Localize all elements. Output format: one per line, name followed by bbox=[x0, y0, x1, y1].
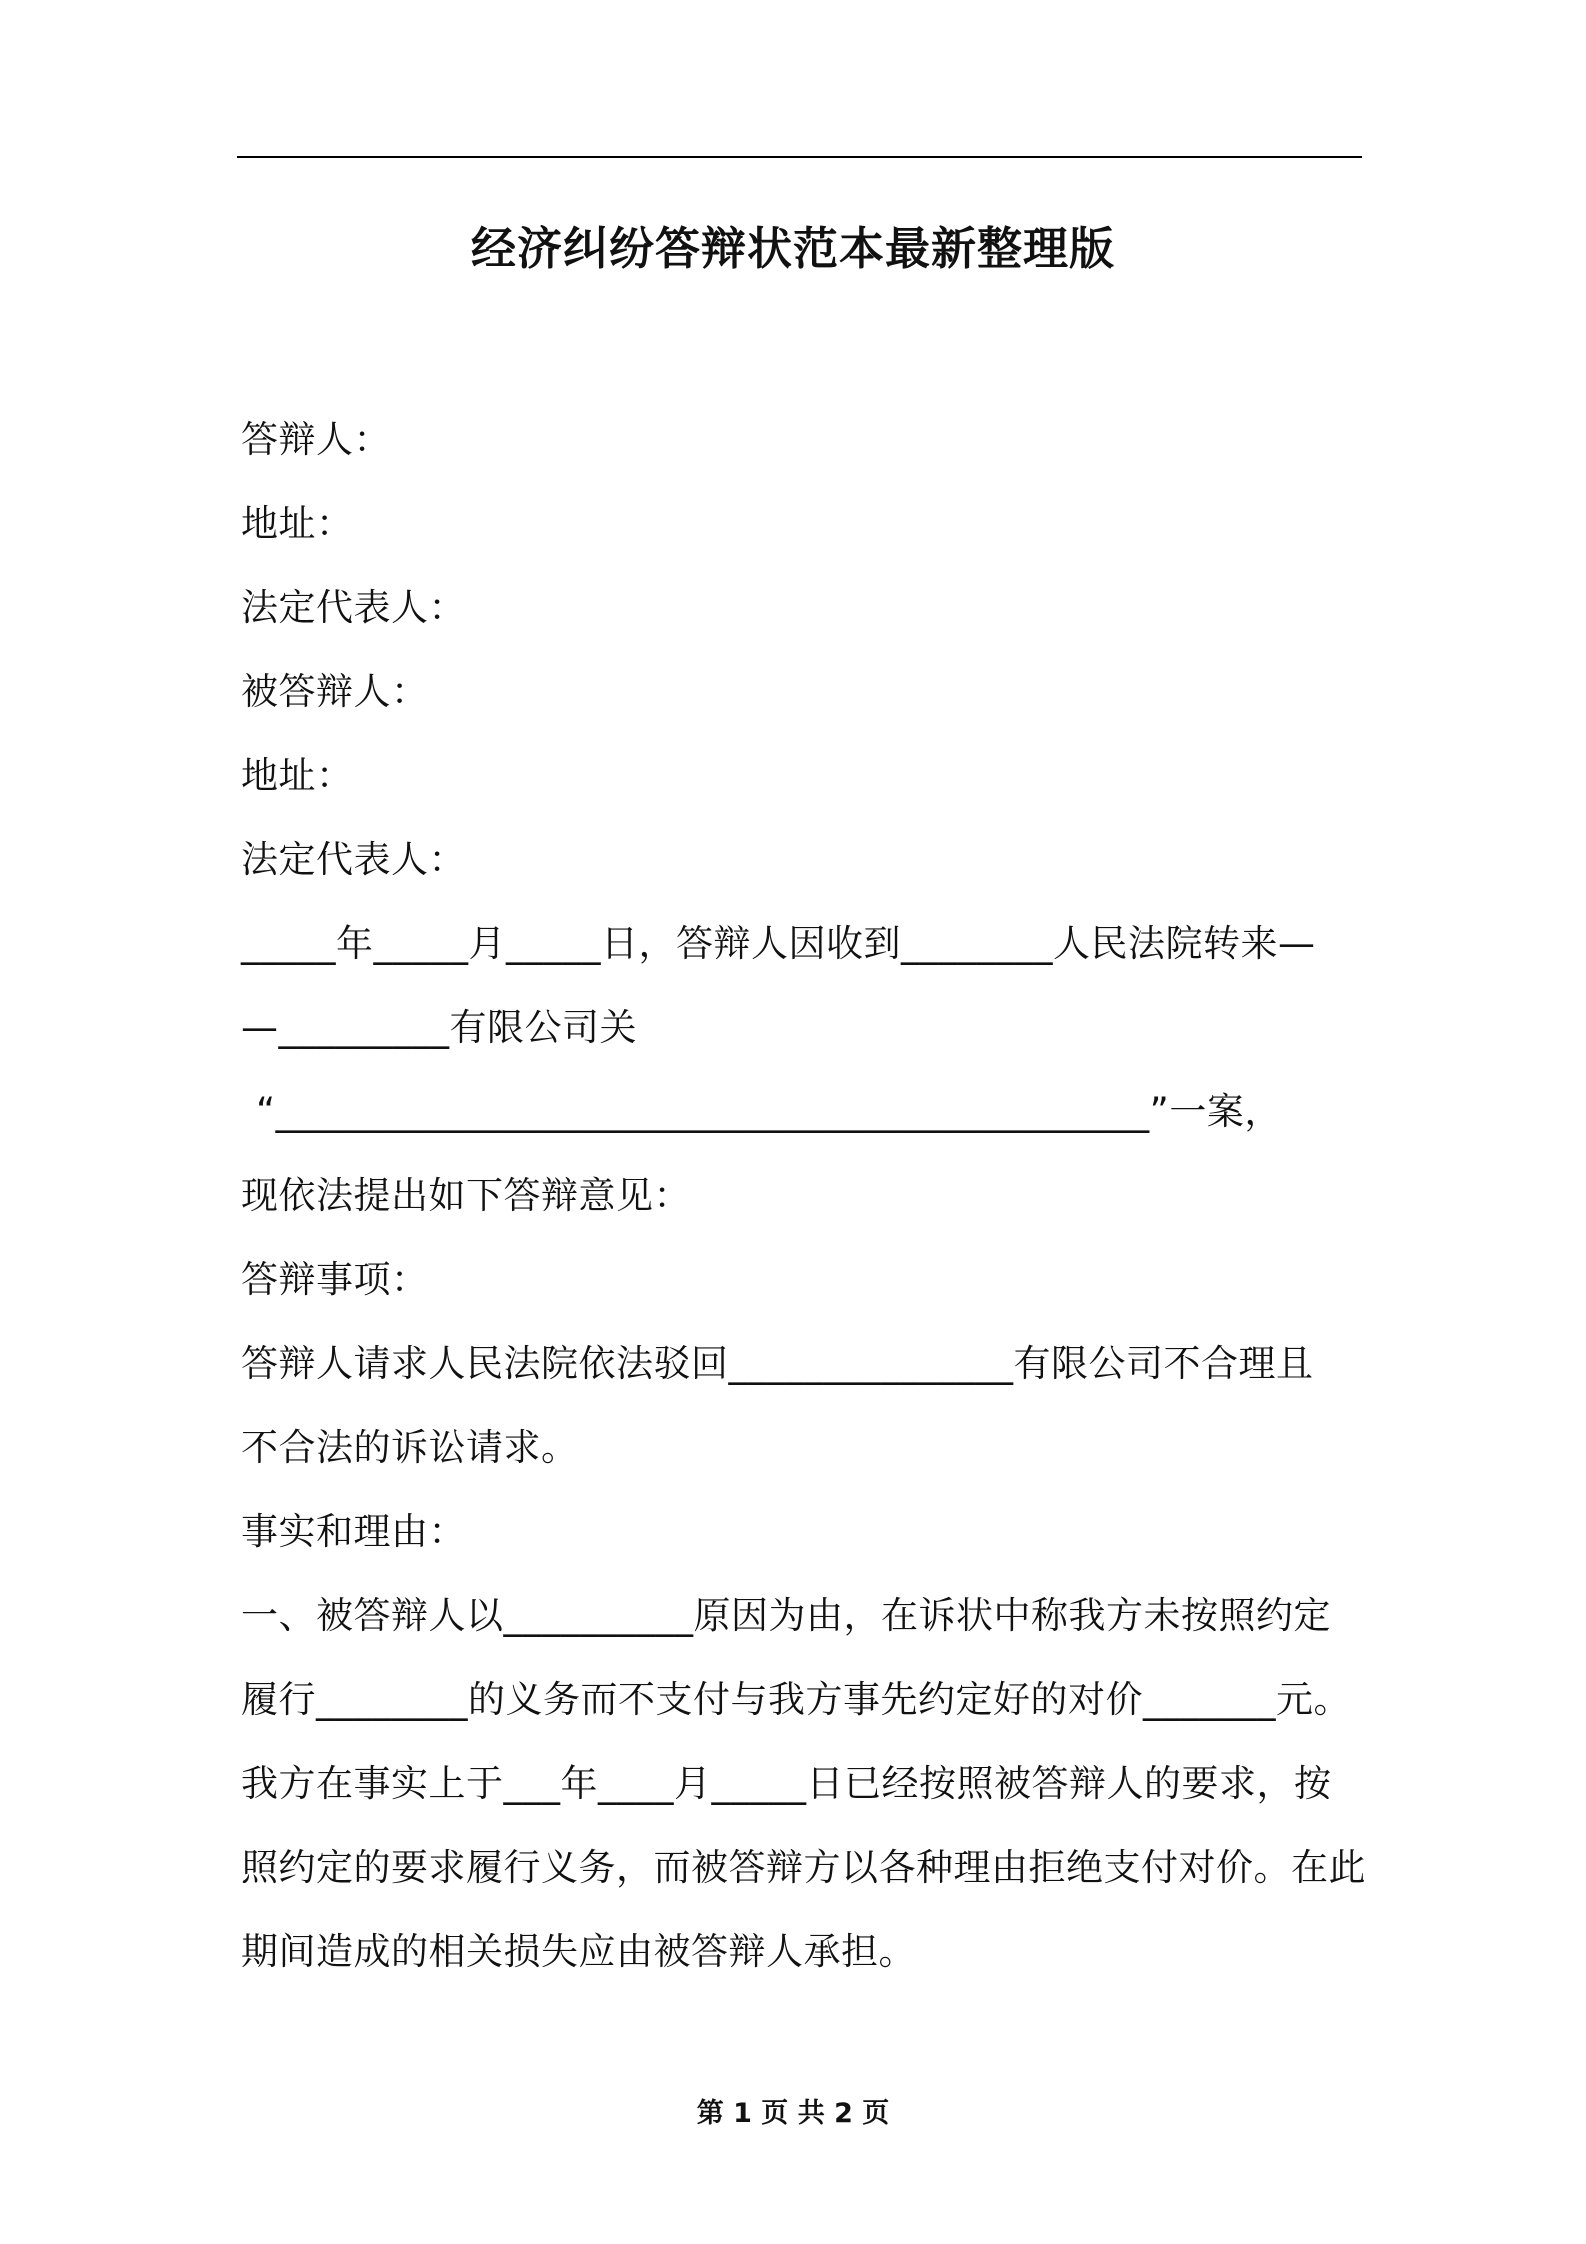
section-heading-defense-items: 答辩事项： bbox=[241, 1258, 429, 1301]
body-line: “______________________________________________”一案， bbox=[256, 1090, 1282, 1133]
body-line: —_________有限公司关 bbox=[241, 1006, 637, 1049]
body-line: _____年_____月_____日，答辩人因收到________人民法院转来— bbox=[241, 922, 1316, 965]
respondent-label: 答辩人： bbox=[241, 418, 391, 461]
body-line: 期间造成的相关损失应由被答辩人承担。 bbox=[241, 1930, 916, 1973]
document-title: 经济纠纷答辩状范本最新整理版 bbox=[470, 222, 1115, 275]
body-line: 一、被答辩人以__________原因为由，在诉状中称我方未按照约定 bbox=[241, 1594, 1331, 1637]
body-line: 答辩人请求人民法院依法驳回_______________有限公司不合理且 bbox=[241, 1342, 1314, 1385]
body-line: 照约定的要求履行义务，而被答辩方以各种理由拒绝支付对价。在此 bbox=[241, 1846, 1366, 1889]
body-line: 履行________的义务而不支付与我方事先约定好的对价_______元。 bbox=[241, 1678, 1351, 1721]
plaintiff-label: 被答辩人： bbox=[241, 670, 429, 713]
plaintiff-address-label: 地址： bbox=[241, 754, 354, 797]
plaintiff-legal-rep-label: 法定代表人： bbox=[241, 838, 466, 881]
respondent-legal-rep-label: 法定代表人： bbox=[241, 586, 466, 629]
respondent-address-label: 地址： bbox=[241, 502, 354, 545]
body-line: 现依法提出如下答辩意见： bbox=[241, 1174, 691, 1217]
section-heading-facts-reasons: 事实和理由： bbox=[241, 1510, 466, 1553]
body-line: 我方在事实上于___年____月_____日已经按照被答辩人的要求，按 bbox=[241, 1762, 1332, 1805]
header-rule bbox=[237, 156, 1362, 158]
body-line: 不合法的诉讼请求。 bbox=[241, 1426, 579, 1469]
page-number: 第 1 页 共 2 页 bbox=[696, 2098, 890, 2129]
